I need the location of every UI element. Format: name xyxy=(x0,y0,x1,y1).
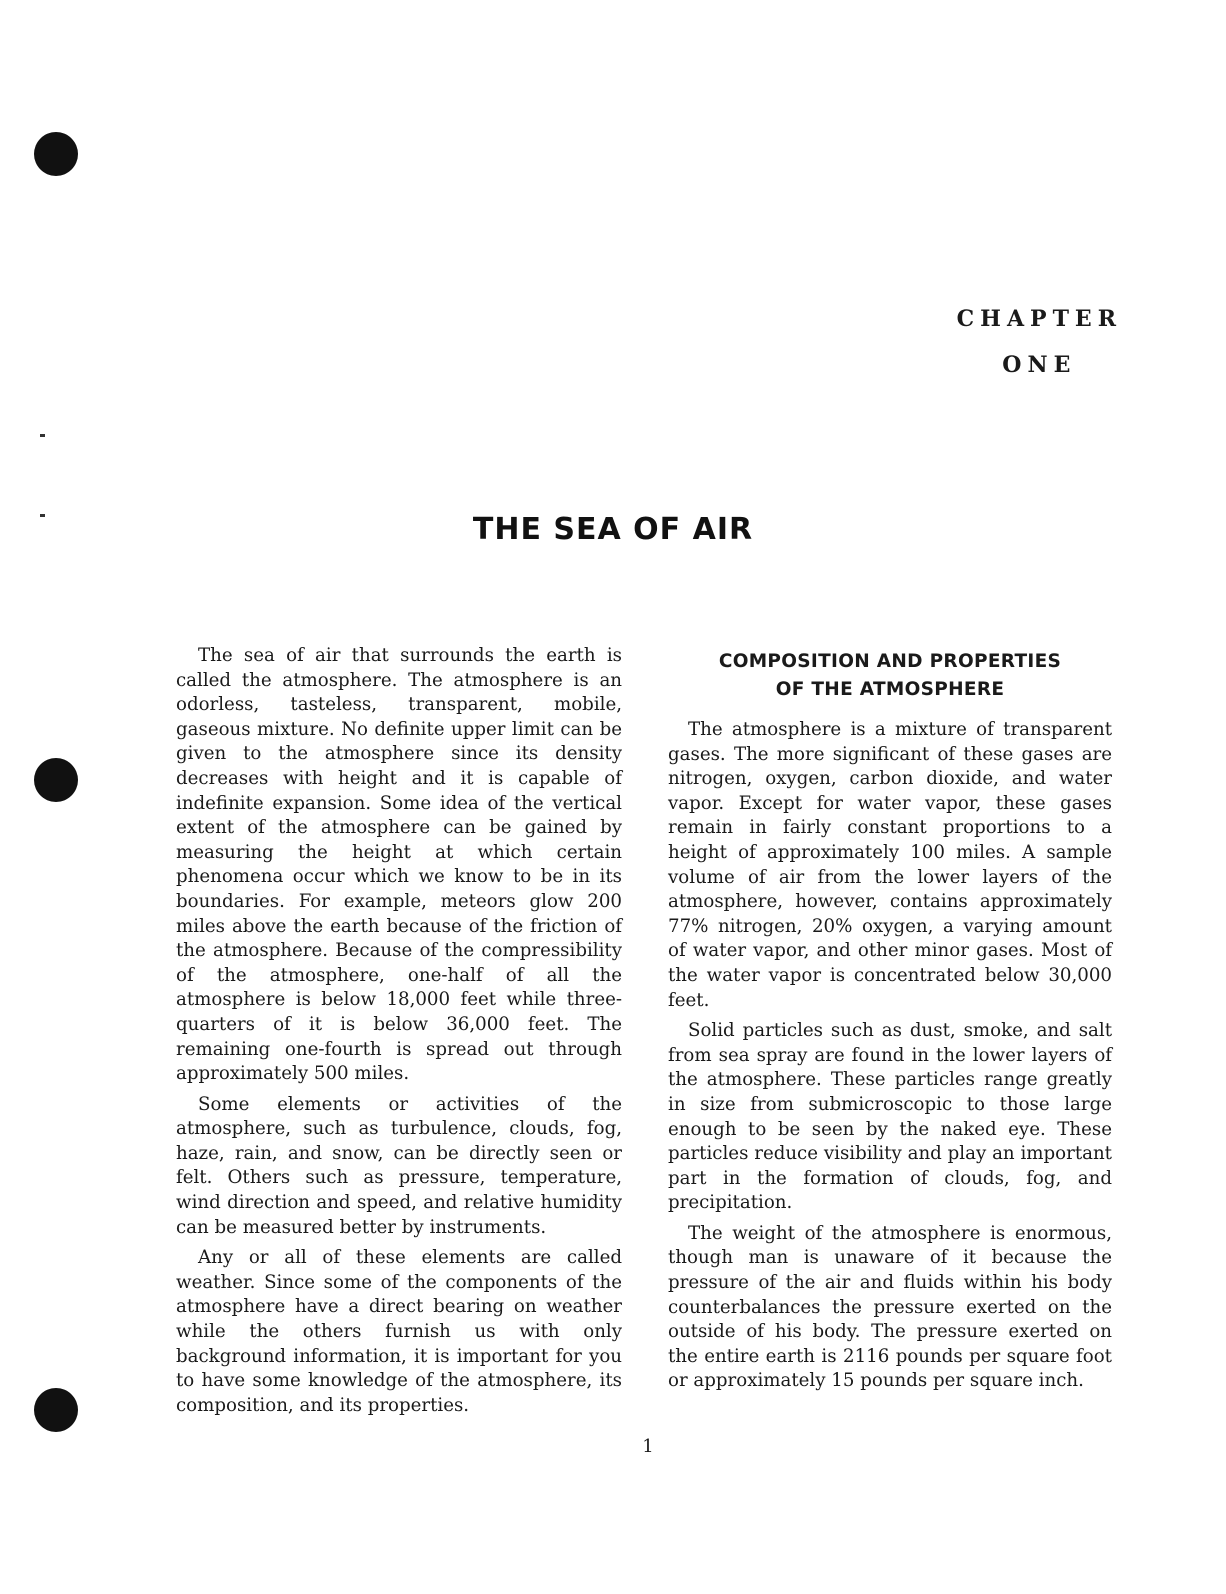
binder-hole-middle xyxy=(34,758,78,802)
chapter-label xyxy=(957,296,1122,388)
paragraph: The sea of air that surrounds the earth is called the atmosphere. The atmosphere is an odorless, tasteless, transparent, mobile, gaseous mixture. No definite upper limit can be given to the atmosphere since its density decreases with height and it is capable of indefinite expansion. Some idea of the vertical extent of the atmosphere can be gained by measuring the height at which certain phenomena occur which we know to be in its boundaries. For example, meteors glow 200 miles above the earth because of the friction of the atmosphere. Because of the compressibility of the atmosphere, one-half of all the atmosphere is below 18,000 feet while three-quarters of it is below 36,000 feet. The remaining one-fourth is spread out through approximately 500 miles. xyxy=(176,645,622,1085)
binder-hole-top xyxy=(34,132,78,176)
section-heading-line1: COMPOSITION AND PROPERTIES xyxy=(718,651,1062,672)
binder-hole-bottom xyxy=(34,1388,78,1432)
paragraph: Some elements or activities of the atmosphere, such as turbulence, clouds, fog, haze, rain, and snow, can be directly seen or felt. Others such as pressure, temperature, wind direction and speed, and relative humidity can be measured better by instruments. xyxy=(176,1093,622,1238)
section-heading xyxy=(668,648,1112,704)
section-heading-line2: OF THE ATMOSPHERE xyxy=(775,679,1005,700)
paragraph: Any or all of these elements are called weather. Since some of the components of the atmosphere have a direct bearing on weather while the others furnish us with only background information, it is important for you to have some knowledge of the atmosphere, its composition, and its properties. xyxy=(176,1247,622,1416)
paragraph: The atmosphere is a mixture of transparent gases. The more significant of these gases are nitrogen, oxygen, carbon dioxide, and water vapor. Except for water vapor, these gases remain in fairly constant proportions to a height of approximately 100 miles. A sample volume of air from the lower layers of the atmosphere, however, contains approximately 77% nitrogen, 20% oxygen, a varying amount of water vapor, and other minor gases. Most of the water vapor is concentrated below 30,000 feet. xyxy=(668,719,1112,1011)
paragraph: The weight of the atmosphere is enormous, though man is unaware of it because the pressure of the air and fluids within his body counterbalances the pressure exerted on the outside of his body. The pressure exerted on the entire earth is 2116 pounds per square foot or approximately 15 pounds per square inch. xyxy=(668,1222,1112,1392)
paragraph: Solid particles such as dust, smoke, and salt from sea spray are found in the lower layers of the atmosphere. These particles range greatly in size from submicroscopic to those large enough to be seen by the naked eye. These particles reduce visibility and play an important part in the formation of clouds, fog, and precipitation. xyxy=(668,1020,1112,1214)
page-number: 1 xyxy=(642,1436,654,1457)
right-column xyxy=(668,644,1112,1400)
page-title: THE SEA OF AIR xyxy=(472,512,754,547)
chapter-label-line2: ONE xyxy=(1002,352,1077,378)
chapter-label-line1: CHAPTER xyxy=(956,306,1122,332)
margin-mark xyxy=(40,434,45,437)
left-column xyxy=(176,644,622,1424)
